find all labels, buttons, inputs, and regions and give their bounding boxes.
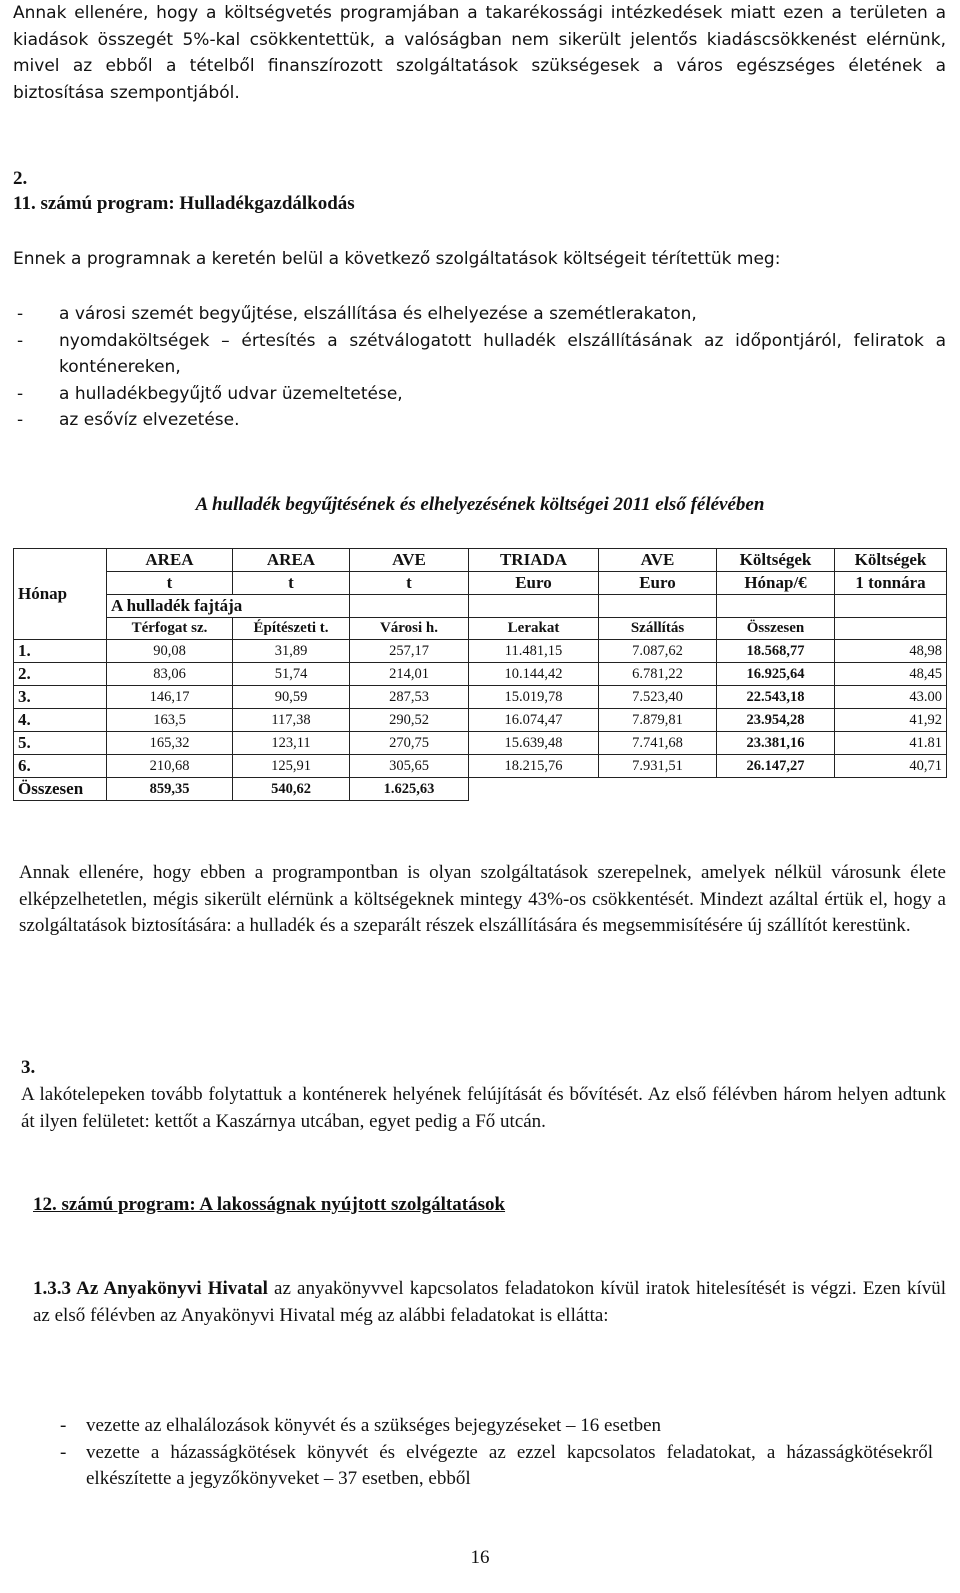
table-cell: 41,92 xyxy=(835,709,947,732)
section-133-paragraph xyxy=(13,1276,946,1329)
table-row xyxy=(14,640,947,663)
table-cell: 23.381,16 xyxy=(717,732,835,755)
month-cell: 5. xyxy=(14,732,107,755)
subcolumn-header: Építészeti t. xyxy=(233,618,350,640)
table-row xyxy=(14,732,947,755)
section-133-text: az anyakönyvvel kapcsolatos feladatokon kívül iratok hitelesítését is végzi. Ezen kívül az első félévben az Anyakönyvi Hivatal még az alábbi feladatokat is ellátta: xyxy=(33,1278,947,1326)
table-cell: 16.074,47 xyxy=(469,709,599,732)
table-cell: 15.019,78 xyxy=(469,686,599,709)
column-header: AREA xyxy=(233,549,350,572)
intro-paragraph: Annak ellenére, hogy a költségvetés programjában a takarékossági intézkedések miatt ezen a területen a kiadások összegét 5%-kal csökkentettük, a valóságban nem sikerült jelentős kiadáscsökkenést elérnünk, mivel az ebből a tételből finanszírozott szolgáltatások szükségesek a város egészséges életének a biztosítása szempontjából. xyxy=(13,3,946,103)
total-label: Összesen xyxy=(14,778,107,801)
section-number-2: 2. xyxy=(13,168,28,189)
section-number-3: 3. xyxy=(21,1057,36,1078)
month-cell: 6. xyxy=(14,755,107,778)
month-cell: 2. xyxy=(14,663,107,686)
table-row xyxy=(14,686,947,709)
unit-header: t xyxy=(350,572,469,595)
column-header: AVE xyxy=(350,549,469,572)
table-cell: 90,59 xyxy=(233,686,350,709)
table-cell: 7.931,51 xyxy=(599,755,717,778)
table-cell: 16.925,64 xyxy=(717,663,835,686)
table-cell: 7.087,62 xyxy=(599,640,717,663)
table-cell: 22.543,18 xyxy=(717,686,835,709)
month-header: Hónap xyxy=(14,549,107,640)
table-cell: 48,45 xyxy=(835,663,947,686)
table-cell: 90,08 xyxy=(107,640,233,663)
table-cell: 40,71 xyxy=(835,755,947,778)
table-cell: 1.625,63 xyxy=(350,778,469,801)
program-11-bullet-list xyxy=(13,301,946,434)
table-row xyxy=(14,755,947,778)
table-cell: 305,65 xyxy=(350,755,469,778)
table-cell: 125,91 xyxy=(233,755,350,778)
subcolumn-header: Térfogat sz. xyxy=(107,618,233,640)
table-cell: 7.879,81 xyxy=(599,709,717,732)
table-cell: 26.147,27 xyxy=(717,755,835,778)
subcolumn-header: Lerakat xyxy=(469,618,599,640)
table-cell: 23.954,28 xyxy=(717,709,835,732)
unit-header: Euro xyxy=(469,572,599,595)
list-item: - vezette a házasságkötések könyvét és elvégezte az ezzel kapcsolatos feladatokat, a házasságkötésekről elkészítette a jegyzőkönyveket – 37 esetben, ebből xyxy=(60,1441,933,1489)
table-cell: 287,53 xyxy=(350,686,469,709)
list-item: - az esővíz elvezetése. xyxy=(17,410,240,430)
section-133-bullet-list xyxy=(60,1413,933,1493)
table-cell: 11.481,15 xyxy=(469,640,599,663)
list-item: - a hulladékbegyűjtő udvar üzemeltetése, xyxy=(17,383,403,404)
waste-cost-table xyxy=(13,548,947,801)
table-caption: A hulladék begyűjtésének és elhelyezésének költségei 2011 első félévében xyxy=(195,494,765,515)
table-cell: 18.568,77 xyxy=(717,640,835,663)
table-cell: 51,74 xyxy=(233,663,350,686)
table-cell: 7.741,68 xyxy=(599,732,717,755)
table-cell: 163,5 xyxy=(107,709,233,732)
table-header-row xyxy=(14,572,947,595)
table-row xyxy=(14,709,947,732)
column-header: AVE xyxy=(599,549,717,572)
list-item: - vezette az elhalálozások könyvét és a szükséges bejegyzéseket – 16 esetben xyxy=(60,1415,662,1436)
table-cell: 117,38 xyxy=(233,709,350,732)
column-header: Költségek xyxy=(835,549,947,572)
table-row xyxy=(14,663,947,686)
table-cell: 41.81 xyxy=(835,732,947,755)
table-cell: 6.781,22 xyxy=(599,663,717,686)
table-cell: 10.144,42 xyxy=(469,663,599,686)
subcolumn-header: Városi h. xyxy=(350,618,469,640)
table-cell: 48,98 xyxy=(835,640,947,663)
table-header-row xyxy=(14,618,947,640)
total-row xyxy=(14,778,947,801)
program-12-heading: 12. számú program: A lakosságnak nyújtott szolgáltatások xyxy=(33,1194,506,1215)
program-11-heading: 11. számú program: Hulladékgazdálkodás xyxy=(13,193,355,214)
table-cell: 210,68 xyxy=(107,755,233,778)
table-cell: 123,11 xyxy=(233,732,350,755)
program-11-lead: Ennek a programnak a keretén belül a következő szolgáltatások költségeit térítettük meg: xyxy=(13,249,781,269)
table-header-row xyxy=(14,595,947,618)
subcolumn-header: Összesen xyxy=(717,618,835,640)
table-cell: 270,75 xyxy=(350,732,469,755)
month-cell: 1. xyxy=(14,640,107,663)
section-3-paragraph: A lakótelepeken tovább folytattuk a konténerek helyének felújítását és bővítését. Az első félévben három helyen adtunk át ilyen felületet: kettőt a Kaszárnya utcában, egyet pedig a Fő utcán. xyxy=(21,1084,946,1132)
table-cell: 859,35 xyxy=(107,778,233,801)
list-item: - nyomdaköltségek – értesítés a szétválogatott hulladék elszállításának az időpontjáról, feliratok a konténereken, xyxy=(17,330,946,377)
table-cell: 214,01 xyxy=(350,663,469,686)
table-cell: 15.639,48 xyxy=(469,732,599,755)
table-cell: 257,17 xyxy=(350,640,469,663)
table-cell: 83,06 xyxy=(107,663,233,686)
subcolumn-header: Szállítás xyxy=(599,618,717,640)
cost-reduction-paragraph: Annak ellenére, hogy ebben a programpontban is olyan szolgáltatások szerepelnek, amelyek nélkül városunk élete elképzelhetetlen, mégis sikerült elérnünk a költségeknek mintegy 43%-os csökkentését. Mindezt azáltal értük el, hogy a szolgáltatások biztosítására: a hulladék és a szeparált részek elszállítására és megsemmisítésére új szállítót kerestünk. xyxy=(19,862,946,936)
month-cell: 3. xyxy=(14,686,107,709)
table-cell: 43.00 xyxy=(835,686,947,709)
column-header: AREA xyxy=(107,549,233,572)
unit-header: t xyxy=(107,572,233,595)
page-number: 16 xyxy=(470,1547,490,1568)
table-cell: 146,17 xyxy=(107,686,233,709)
table-cell: 31,89 xyxy=(233,640,350,663)
column-header: TRIADA xyxy=(469,549,599,572)
table-cell: 165,32 xyxy=(107,732,233,755)
unit-header: 1 tonnára xyxy=(835,572,947,595)
list-item: - a városi szemét begyűjtése, elszállítása és elhelyezése a szemétlerakaton, xyxy=(17,304,697,324)
unit-header: Hónap/€ xyxy=(717,572,835,595)
table-header-row xyxy=(14,549,947,572)
table-cell: 18.215,76 xyxy=(469,755,599,778)
unit-header: Euro xyxy=(599,572,717,595)
table-cell: 7.523,40 xyxy=(599,686,717,709)
month-cell: 4. xyxy=(14,709,107,732)
table-cell: 290,52 xyxy=(350,709,469,732)
waste-type-header: A hulladék fajtája xyxy=(107,595,350,618)
section-133-heading: 1.3.3 Az Anyakönyvi Hivatal xyxy=(33,1278,268,1299)
column-header: Költségek xyxy=(717,549,835,572)
table-cell: 540,62 xyxy=(233,778,350,801)
unit-header: t xyxy=(233,572,350,595)
